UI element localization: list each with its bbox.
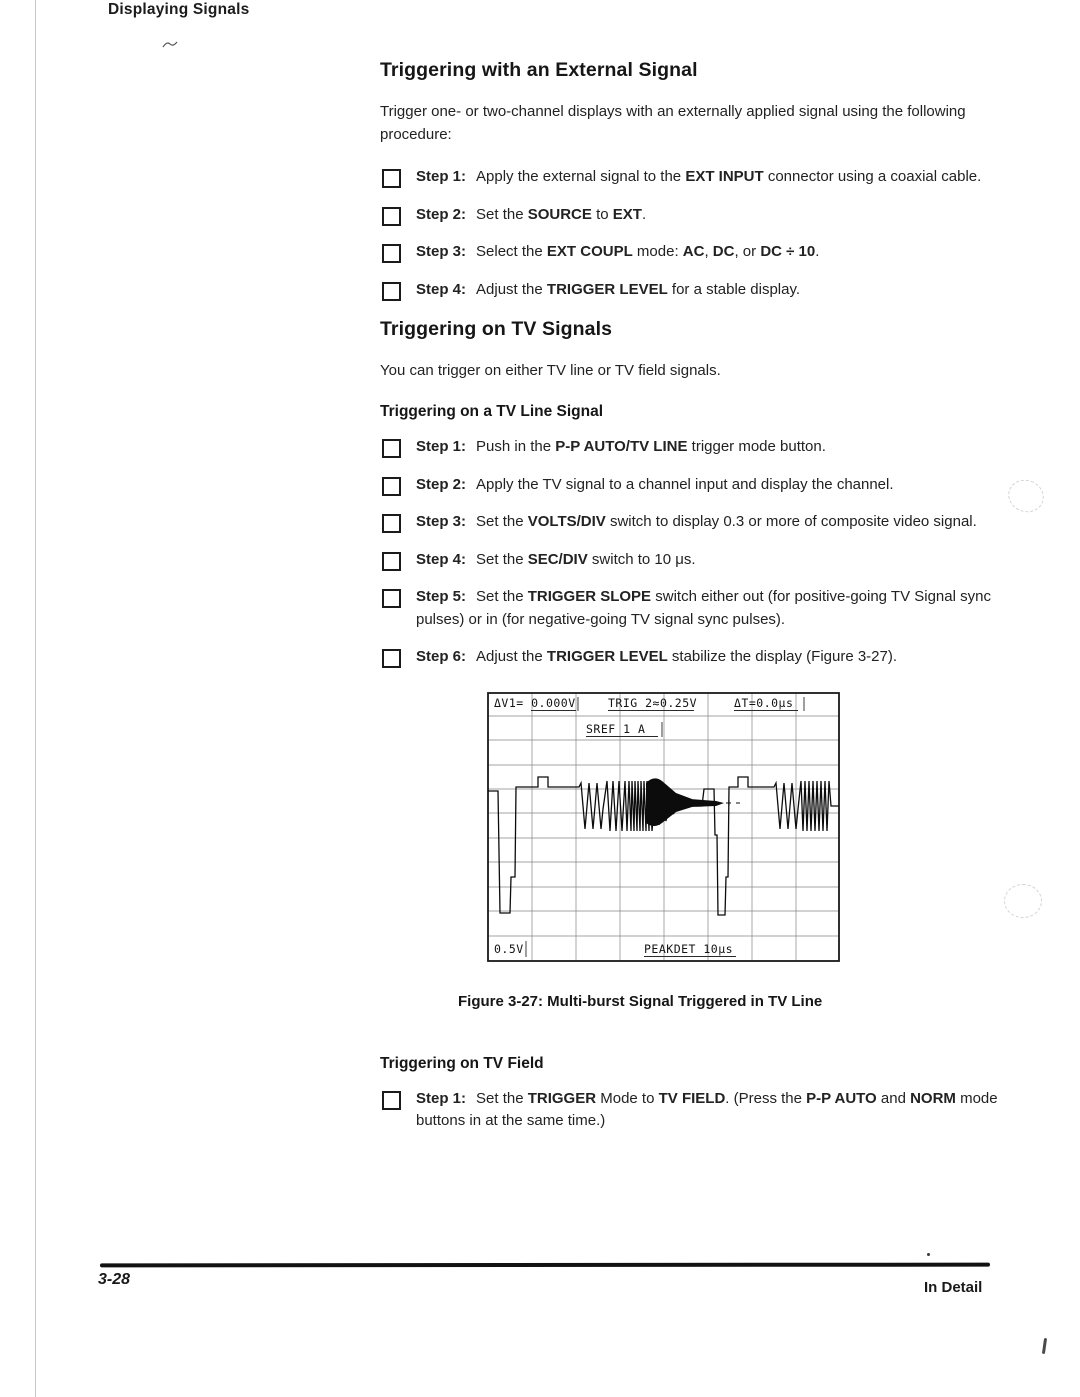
scope-readout-delta-t: ΔT=0.0μs bbox=[734, 695, 794, 710]
figure-caption: Figure 3-27: Multi-burst Signal Triggered in TV Line bbox=[458, 992, 823, 1010]
step-keyword: TRIGGER SLOPE bbox=[527, 588, 652, 605]
step-keyword: AC bbox=[682, 243, 705, 260]
step-text bbox=[416, 279, 800, 302]
step-keyword: SEC/DIV bbox=[527, 550, 588, 568]
scope-readout-sref: SREF 1 A bbox=[586, 721, 646, 736]
scope-burst-blob bbox=[646, 778, 692, 826]
step-keyword: TRIGGER LEVEL bbox=[546, 648, 668, 665]
step-body-text: Push in the bbox=[476, 438, 556, 455]
scan-edge-line bbox=[35, 0, 36, 1397]
step-item bbox=[380, 511, 1002, 534]
step-keyword: NORM bbox=[910, 1089, 956, 1107]
step-text bbox=[416, 241, 819, 264]
step-keyword: TRIGGER bbox=[527, 1089, 597, 1107]
step-item bbox=[380, 474, 1002, 497]
step-item bbox=[380, 586, 1002, 631]
page-content bbox=[380, 58, 1002, 1148]
tv-field-steps-list bbox=[380, 1088, 1002, 1133]
step-body-text: Set the bbox=[476, 205, 528, 223]
step-body-text: Set the bbox=[476, 513, 528, 530]
step-label: Step 5: bbox=[416, 588, 467, 605]
squiggle-icon bbox=[162, 39, 178, 49]
step-body-text: and bbox=[876, 1089, 911, 1107]
step-keyword: EXT bbox=[612, 205, 642, 223]
step-text bbox=[416, 549, 696, 572]
scope-readout-delta-v: ΔV1= 0.000V bbox=[494, 695, 576, 710]
step-keyword: DC ÷ 10 bbox=[760, 243, 816, 260]
scope-readout-underlines bbox=[526, 697, 804, 957]
step-body-text: stabilize the display (Figure 3-27). bbox=[667, 648, 898, 665]
step-body-text: . bbox=[641, 205, 647, 223]
step-body-text: Set the bbox=[476, 1089, 528, 1107]
page-number: 3-28 bbox=[98, 1271, 131, 1288]
step-label: Step 4: bbox=[416, 550, 467, 568]
step-text bbox=[416, 1088, 1002, 1133]
scope-grid-lines bbox=[488, 693, 839, 961]
step-item bbox=[380, 1088, 1002, 1133]
step-keyword: SOURCE bbox=[527, 205, 592, 223]
step-body-text: Select the bbox=[476, 243, 547, 260]
oscilloscope-screen bbox=[486, 691, 841, 963]
scope-readout-trig-level: TRIG 2≈0.25V bbox=[608, 695, 698, 710]
scan-dot-artifact bbox=[927, 1253, 930, 1256]
step-body-text: Apply the external signal to the bbox=[476, 168, 686, 185]
step-body-text: Mode to bbox=[596, 1089, 659, 1107]
step-label: Step 6: bbox=[416, 648, 467, 665]
step-body-text: , or bbox=[734, 243, 761, 260]
subsection-title-tv-field: Triggering on TV Field bbox=[380, 1054, 544, 1072]
step-checkbox-icon bbox=[382, 477, 401, 496]
step-keyword: DC bbox=[712, 243, 735, 260]
step-checkbox-icon bbox=[382, 207, 401, 226]
step-label: Step 4: bbox=[416, 280, 467, 298]
step-checkbox-icon bbox=[382, 649, 401, 668]
step-item bbox=[380, 279, 1002, 302]
step-item bbox=[380, 166, 1002, 189]
step-checkbox-icon bbox=[382, 282, 401, 301]
step-text bbox=[416, 204, 646, 227]
step-label: Step 1: bbox=[416, 1089, 467, 1107]
step-label: Step 1: bbox=[416, 168, 467, 185]
step-keyword: TV FIELD bbox=[658, 1089, 726, 1107]
external-intro-paragraph: Trigger one- or two-channel displays with an externally applied signal using the following procedure: bbox=[380, 103, 966, 143]
scope-readout-peakdet: PEAKDET 10μs bbox=[644, 941, 734, 956]
step-keyword: EXT COUPL bbox=[546, 243, 633, 260]
step-body-text: Apply the TV signal to a channel input and display the channel. bbox=[476, 475, 894, 493]
step-body-text: mode: bbox=[632, 243, 683, 260]
step-checkbox-icon bbox=[382, 1091, 401, 1110]
step-body-text: switch to 10 μs. bbox=[587, 550, 696, 568]
scope-smear-ticks bbox=[726, 800, 740, 806]
step-checkbox-icon bbox=[382, 439, 401, 458]
step-keyword: P-P AUTO/TV LINE bbox=[555, 438, 688, 455]
step-checkbox-icon bbox=[382, 244, 401, 263]
running-header: Displaying Signals bbox=[108, 1, 250, 18]
step-label: Step 3: bbox=[416, 513, 467, 530]
step-text bbox=[416, 474, 894, 497]
step-checkbox-icon bbox=[382, 514, 401, 533]
step-body-text: trigger mode button. bbox=[687, 438, 826, 455]
step-body-text: connector using a coaxial cable. bbox=[763, 168, 982, 185]
scope-readout-volts-div: 0.5V bbox=[494, 941, 524, 956]
step-body-text: , bbox=[704, 243, 713, 260]
step-keyword: P-P AUTO bbox=[806, 1089, 877, 1107]
step-label: Step 3: bbox=[416, 243, 467, 260]
scan-squiggle-mark bbox=[162, 36, 178, 54]
step-item bbox=[380, 646, 1002, 669]
step-body-text: Set the bbox=[476, 588, 528, 605]
subsection-title-tv-line: Triggering on a TV Line Signal bbox=[380, 403, 604, 420]
step-body-text: . (Press the bbox=[725, 1089, 807, 1107]
section-title-external-signal: Triggering with an External Signal bbox=[380, 59, 698, 81]
step-body-text: switch either out (for positive-going TV Signal sync pulses) or in (for negative-going TV signal sync pulses). bbox=[416, 588, 991, 628]
tv-line-steps-list bbox=[380, 436, 1002, 669]
step-text bbox=[416, 511, 977, 534]
scope-border bbox=[488, 693, 839, 961]
step-keyword: EXT INPUT bbox=[685, 168, 764, 185]
step-item bbox=[380, 436, 1002, 459]
step-body-text: Adjust the bbox=[476, 280, 547, 298]
step-body-text: for a stable display. bbox=[667, 280, 801, 298]
step-checkbox-icon bbox=[382, 552, 401, 571]
step-keyword: TRIGGER LEVEL bbox=[546, 280, 668, 298]
step-body-text: Adjust the bbox=[476, 648, 547, 665]
footer-section-label: In Detail bbox=[924, 1279, 983, 1296]
step-body-text: mode buttons in at the same time.) bbox=[416, 1089, 998, 1129]
step-label: Step 2: bbox=[416, 205, 467, 223]
step-keyword: VOLTS/DIV bbox=[527, 513, 606, 530]
external-steps-list bbox=[380, 166, 1002, 301]
footer-rule bbox=[100, 1263, 990, 1267]
scope-burst-smear bbox=[690, 799, 724, 807]
step-label: Step 1: bbox=[416, 438, 467, 455]
oscilloscope-screen-figure bbox=[486, 691, 841, 968]
step-label: Step 2: bbox=[416, 475, 467, 493]
step-item bbox=[380, 549, 1002, 572]
scan-circle-artifact bbox=[1004, 475, 1049, 517]
step-item bbox=[380, 204, 1002, 227]
step-body-text: to bbox=[591, 205, 613, 223]
step-checkbox-icon bbox=[382, 169, 401, 188]
step-text bbox=[416, 166, 981, 189]
step-checkbox-icon bbox=[382, 589, 401, 608]
step-text bbox=[416, 646, 897, 669]
step-body-text: switch to display 0.3 or more of composite video signal. bbox=[605, 513, 977, 530]
tv-intro-paragraph: You can trigger on either TV line or TV field signals. bbox=[380, 362, 721, 379]
step-body-text: Set the bbox=[476, 550, 528, 568]
scan-circle-artifact bbox=[1004, 884, 1042, 918]
step-item bbox=[380, 241, 1002, 264]
section-title-tv-signals: Triggering on TV Signals bbox=[380, 318, 613, 340]
step-text bbox=[416, 436, 826, 459]
scan-tick-artifact bbox=[1042, 1338, 1047, 1354]
step-body-text: . bbox=[815, 243, 820, 260]
step-text bbox=[416, 586, 1002, 631]
